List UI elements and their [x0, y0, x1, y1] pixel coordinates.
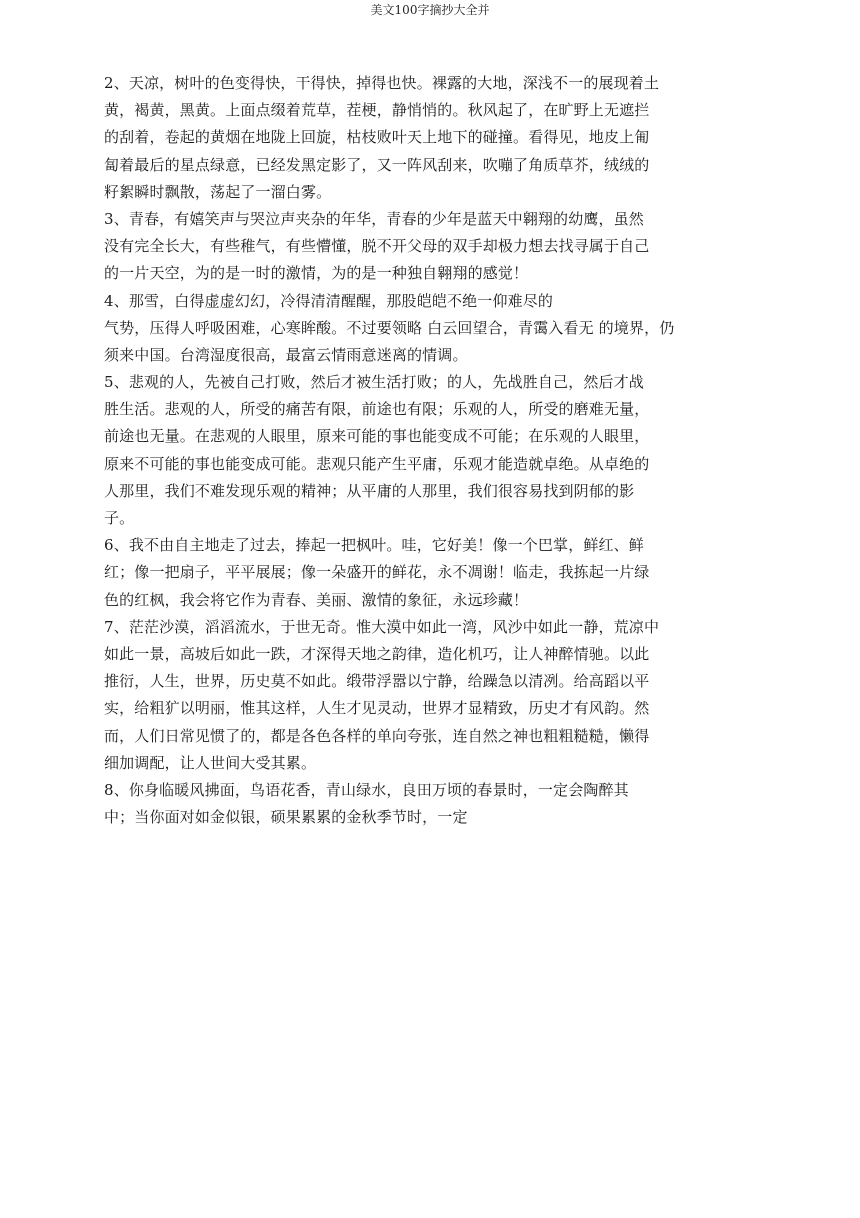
document-body [104, 70, 744, 831]
text-line: 5、悲观的人，先被自己打败，然后才被生活打败；的人，先战胜自己，然后才战 [104, 373, 644, 392]
text-line: 黄，褐黄，黑黄。上面点缀着荒草，茬梗，静悄悄的。秋风起了，在旷野上无遮拦 [104, 101, 650, 120]
text-line: 匐着最后的星点绿意，已经发黑定影了，又一阵风刮来，吹嘣了角质草芥，绒绒的 [104, 155, 650, 174]
text-line: 而，人们日常见惯了的，都是各色各样的单向夸张，连自然之神也粗粗糙糙，懒得 [104, 726, 650, 745]
text-line: 实，给粗犷以明丽，惟其这样，人生才见灵动，世界才显精致，历史才有风韵。然 [104, 699, 650, 718]
text-line: 6、我不由自主地走了过去，捧起一把枫叶。哇，它好美！像一个巴掌，鲜红、鲜 [104, 536, 644, 555]
text-line: 没有完全长大，有些稚气，有些懵懂，脱不开父母的双手却极力想去找寻属于自己 [104, 237, 650, 256]
text-line: 中；当你面对如金似银，硕果累累的金秋季节时，一定 [104, 808, 468, 827]
page-header-title: 美文100字摘抄大全并 [370, 3, 490, 17]
text-line: 须来中国。台湾湿度很高，最富云情雨意迷离的情调。 [104, 345, 468, 364]
text-line: 红；像一把扇子，平平展展；像一朵盛开的鲜花，永不凋谢！临走，我拣起一片绿 [104, 563, 650, 582]
text-line: 子。 [104, 509, 135, 527]
text-line: 的刮着，卷起的黄烟在地陇上回旋，枯枝败叶天上地下的碰撞。看得见，地皮上匍 [104, 128, 650, 147]
text-line: 前途也无量。在悲观的人眼里，原来可能的事也能变成不可能；在乐观的人眼里， [104, 427, 650, 446]
text-line: 3、青春，有嬉笑声与哭泣声夹杂的年华，青春的少年是蓝天中翱翔的幼鹰，虽然 [104, 209, 644, 228]
text-line: 2、天凉，树叶的色变得快，干得快，掉得也快。裸露的大地，深浅不一的展现着土 [104, 74, 660, 92]
text-line: 胜生活。悲观的人，所受的痛苦有限，前途也有限；乐观的人，所受的磨难无量， [104, 400, 650, 419]
text-line: 4、那雪，白得虚虚幻幻，冷得清清醒醒，那股皑皑不绝一仰难尽的 [104, 291, 554, 310]
text-line: 如此一景，高坡后如此一跌，才深得天地之韵律，造化机巧，让人神醉情驰。以此 [104, 644, 650, 663]
text-line: 籽絮瞬时飘散，荡起了一溜白雾。 [104, 182, 332, 201]
text-line: 色的红枫，我会将它作为青春、美丽、激情的象征，永远珍藏！ [104, 590, 529, 609]
text-line: 推衍，人生，世界，历史莫不如此。缎带浮嚣以宁静，给躁急以清冽。给高蹈以平 [104, 672, 650, 691]
text-line: 8、你身临暖风拂面，鸟语花香，青山绿水，良田万顷的春景时，一定会陶醉其 [104, 780, 629, 799]
text-line: 气势，压得人呼吸困难，心寒眸酸。不过要领略 白云回望合，青霭入看无 的境界，仍 [104, 318, 675, 337]
text-line: 人那里，我们不难发现乐观的精神；从平庸的人那里，我们很容易找到阴郁的影 [104, 481, 635, 500]
text-line: 细加调配，让人世间大受其累。 [104, 753, 317, 772]
text-line: 的一片天空，为的是一时的激情，为的是一种独自翱翔的感觉！ [104, 264, 529, 283]
text-line: 原来不可能的事也能变成可能。悲观只能产生平庸，乐观才能造就卓绝。从卓绝的 [104, 454, 650, 473]
text-line: 7、茫茫沙漠，滔滔流水，于世无奇。惟大漠中如此一湾，风沙中如此一静，荒凉中 [104, 617, 660, 636]
